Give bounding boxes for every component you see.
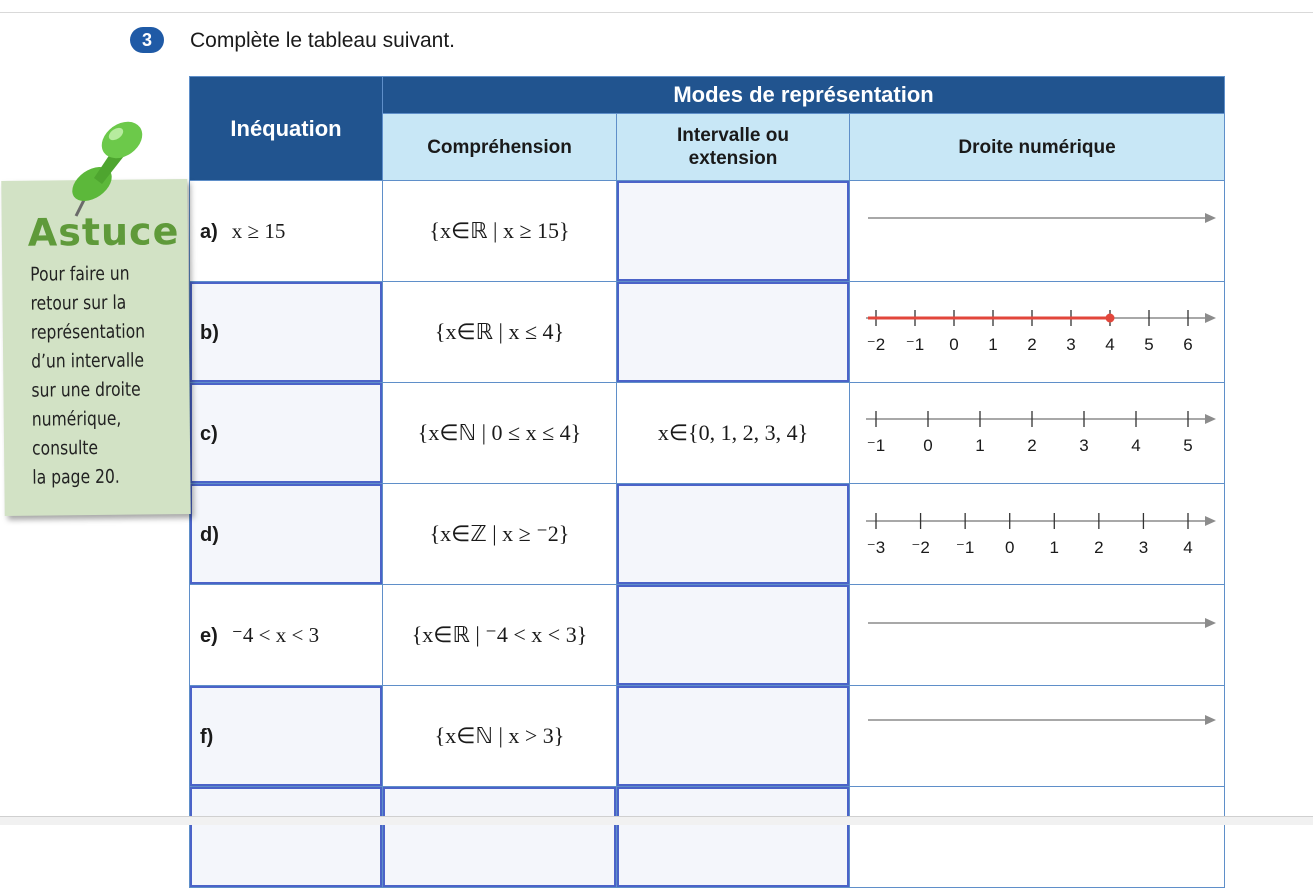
interval-answer-box[interactable]	[617, 686, 850, 787]
tick-label: ⁻1	[905, 335, 925, 354]
number-line-cell	[850, 282, 1225, 383]
row-label: f)	[200, 725, 214, 748]
astuce-line: sur une droite	[31, 378, 141, 402]
number-line-b	[850, 282, 1224, 382]
exercise-instruction: Complète le tableau suivant.	[190, 29, 455, 52]
inequation-expr: ⁻4 < x < 3	[231, 622, 320, 647]
comprehension-cell: {x∈ℤ | x ≥ ⁻2}	[383, 484, 617, 585]
comprehension-answer-box[interactable]	[383, 787, 617, 888]
astuce-line: la page 20.	[32, 465, 120, 489]
header-comprehension: Compréhension	[383, 114, 617, 181]
inequation-cell	[190, 181, 383, 282]
interval-answer-box[interactable]	[617, 484, 850, 585]
tick-label: 2	[1094, 538, 1104, 557]
table-row	[190, 181, 1225, 282]
number-line-cell[interactable]	[850, 484, 1225, 585]
table-row	[190, 383, 1225, 484]
row-label: e)	[200, 624, 218, 647]
interval-answer-box[interactable]	[617, 787, 850, 888]
number-line-cell[interactable]	[850, 383, 1225, 484]
comprehension-cell: {x∈ℕ | 0 ≤ x ≤ 4}	[383, 383, 617, 484]
inequation-answer-box[interactable]	[190, 787, 383, 888]
number-line-cell[interactable]	[850, 787, 1225, 888]
tick-label: 0	[1004, 538, 1015, 557]
tick-label: 5	[1183, 436, 1193, 455]
tick-label: 1	[975, 436, 985, 455]
comprehension-cell: {x∈ℝ | x ≥ 15}	[383, 181, 617, 282]
table-row	[190, 787, 1225, 888]
header-interval	[617, 114, 850, 181]
tick-label: 0	[923, 436, 933, 455]
tick-label: 5	[1144, 335, 1154, 354]
empty-number-line	[850, 585, 1224, 685]
tick-label: 4	[1183, 538, 1193, 557]
inequation-answer-box[interactable]	[190, 686, 383, 787]
number-line-cell[interactable]	[850, 181, 1225, 282]
header-number-line: Droite numérique	[850, 114, 1225, 181]
astuce-text	[30, 259, 155, 492]
number-line-cell[interactable]	[850, 686, 1225, 787]
top-divider	[0, 12, 1313, 13]
row-label: b)	[200, 321, 219, 344]
tick-label: 2	[1027, 436, 1037, 455]
astuce-line: représentation	[30, 320, 146, 344]
inequation-answer-box[interactable]	[190, 383, 383, 484]
tick-label: 6	[1183, 335, 1193, 354]
row-label: a)	[200, 220, 218, 243]
inequation-answer-box[interactable]	[190, 282, 383, 383]
header-modes: Modes de représentation	[383, 77, 1225, 114]
astuce-line: numérique,	[31, 407, 122, 431]
tick-label: ⁻2	[911, 538, 930, 557]
header-interval-line2: extension	[688, 148, 778, 169]
tick-label: 0	[949, 335, 959, 354]
exercise-number-badge: 3	[130, 27, 164, 53]
tick-label: 3	[1079, 436, 1089, 455]
pushpin-icon	[62, 112, 152, 222]
inequation-expr: x ≥ 15	[231, 218, 286, 243]
tick-label: 1	[1049, 538, 1060, 557]
empty-number-line	[850, 686, 1224, 786]
axis-arrow	[1205, 414, 1216, 424]
comprehension-cell: {x∈ℕ | x > 3}	[383, 686, 617, 787]
representation-table	[189, 76, 1224, 888]
table-row	[190, 686, 1225, 787]
row-label: c)	[200, 422, 218, 445]
comprehension-cell: {x∈ℝ | x ≤ 4}	[383, 282, 617, 383]
tick-label: 4	[1105, 335, 1115, 354]
astuce-line: consulte	[31, 436, 99, 460]
tick-label: 1	[988, 335, 998, 354]
closed-endpoint	[1106, 314, 1115, 323]
tick-label: 3	[1066, 335, 1076, 354]
table-row	[190, 282, 1225, 383]
tick-label: ⁻1	[955, 538, 975, 557]
axis-arrow	[1205, 313, 1216, 323]
interval-answer-box[interactable]	[617, 282, 850, 383]
table-row	[190, 484, 1225, 585]
number-line-cell[interactable]	[850, 585, 1225, 686]
interval-answer-box[interactable]	[617, 585, 850, 686]
inequation-answer-box[interactable]	[190, 484, 383, 585]
tick-label: 3	[1138, 538, 1149, 557]
astuce-sticky-note	[1, 179, 190, 516]
number-line-c	[850, 383, 1224, 483]
tick-label: ⁻2	[866, 335, 886, 354]
tick-label: ⁻1	[866, 436, 886, 455]
astuce-title: Astuce	[27, 209, 180, 255]
empty-number-line	[850, 181, 1224, 281]
tick-label: ⁻3	[866, 538, 886, 557]
tick-label: 2	[1027, 335, 1037, 354]
inequation-cell	[190, 585, 383, 686]
table-row	[190, 585, 1225, 686]
astuce-line: retour sur la	[30, 291, 127, 315]
row-label: d)	[200, 523, 219, 546]
interval-answer-box[interactable]	[617, 181, 850, 282]
astuce-line: d’un intervalle	[31, 349, 145, 373]
number-line-d	[850, 484, 1224, 584]
axis-arrow	[1205, 516, 1216, 526]
astuce-line: Pour faire un	[30, 262, 130, 286]
header-interval-line1: Intervalle ou	[677, 125, 789, 146]
comprehension-cell: {x∈ℝ | ⁻4 < x < 3}	[383, 585, 617, 686]
header-inequation: Inéquation	[190, 77, 383, 181]
interval-cell: x∈{0, 1, 2, 3, 4}	[617, 383, 850, 484]
tick-label: 4	[1131, 436, 1141, 455]
